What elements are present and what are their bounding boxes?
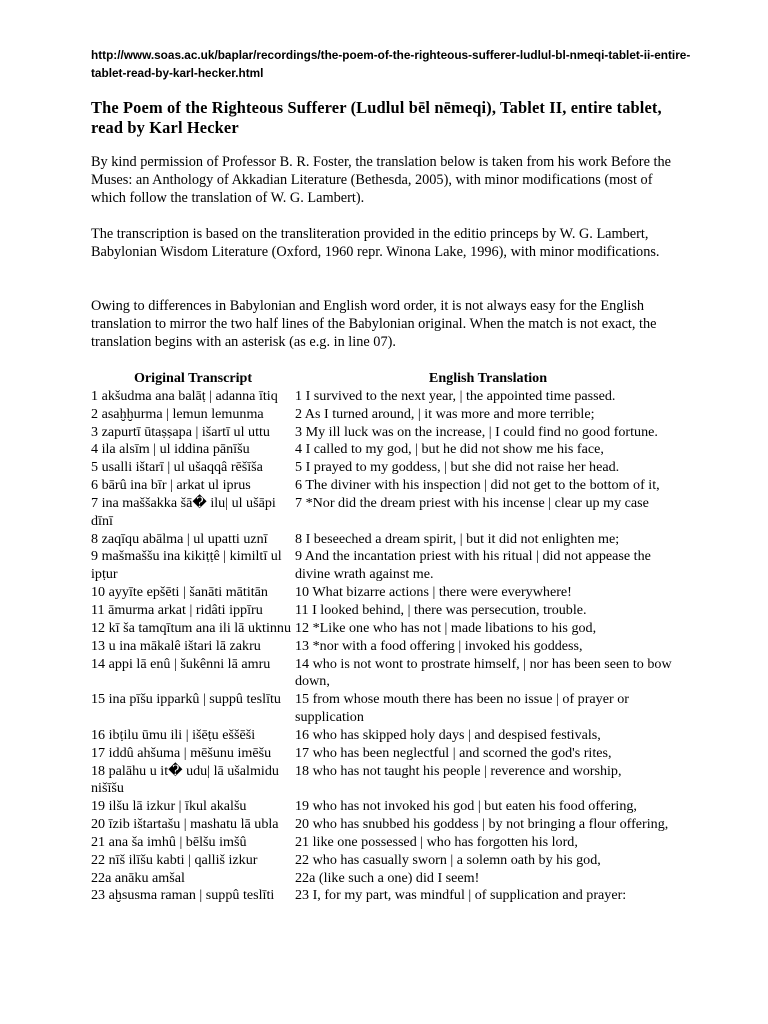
table-row [91, 495, 681, 531]
table-row [91, 406, 681, 424]
table-row [91, 477, 681, 495]
translation-cell: 7 *Nor did the dream priest with his incense | clear up my case [295, 494, 649, 511]
table-row [91, 424, 681, 442]
translation-cell: 12 *Like one who has not | made libations to his god, [295, 619, 597, 636]
transcript-cell: 13 u ina mākalê ištari lā zakru [91, 637, 261, 654]
table-row [91, 798, 681, 816]
table-row [91, 691, 681, 727]
table-row [91, 388, 681, 406]
transcript-cell: 3 zapurtī ūtaṣṣapa | išartī ul uttu [91, 423, 270, 440]
transcript-cell: 22a anāku amšal [91, 869, 185, 886]
table-row [91, 531, 681, 549]
table-row [91, 602, 681, 620]
transcript-cell: 18 palāhu u it� udu| lā ušalmidu nišīšu [91, 762, 279, 797]
translation-cell: 23 I, for my part, was mindful | of supplication and prayer: [295, 887, 627, 904]
transcript-cell: 21 ana ša imhû | bēlšu imšû [91, 833, 247, 850]
transcript-cell: 19 ilšu lā izkur | īkul akalšu [91, 798, 247, 815]
transcript-cell: 5 usalli ištarī | ul ušaqqâ rēšīša [91, 459, 263, 476]
word-order-paragraph: Owing to differences in Babylonian and English word order, it is not always easy for the English translation to mirror the two half lines of the Babylonian original. When the match is not exact, the translation begins with an asterisk (as e.g. in line 07). [91, 298, 657, 350]
table-row [91, 745, 681, 763]
transcript-cell: 9 mašmaššu ina kikiṭṭê | kimiltī ul ipṭur [91, 548, 282, 583]
table-row [91, 638, 681, 656]
translation-cell: 6 The diviner with his inspection | did not get to the bottom of it, [295, 477, 660, 494]
header-english-translation: English Translation [428, 370, 548, 386]
transcription-paragraph: The transcription is based on the transliteration provided in the editio princeps by W. G. Lambert, Babylonian Wisdom Literature (Oxford, 1960 repr. Winona Lake, 1996), with minor modifications. [91, 226, 660, 260]
table-row [91, 816, 681, 834]
table-row [91, 584, 681, 602]
translation-table [91, 370, 681, 905]
translation-cell: 18 who has not taught his people | reverence and worship, [295, 762, 622, 779]
translation-cell: 20 who has snubbed his goddess | by not bringing a flour offering, [295, 816, 669, 833]
transcript-cell: 7 ina maššakka šā� ilu| ul ušāpi dīnī [91, 494, 276, 529]
transcript-cell: 23 aḫsusma raman | suppû teslīti [91, 887, 275, 904]
transcript-cell: 10 ayyīte epšēti | šanāti mātitān [91, 584, 268, 601]
translation-cell: 22 who has casually sworn | a solemn oath by his god, [295, 851, 601, 868]
translation-cell: 9 And the incantation priest with his ritual | did not appease the divine wrath against me. [295, 548, 651, 583]
transcript-cell: 20 īzib ištartašu | mashatu lā ubla [91, 816, 279, 833]
table-row [91, 852, 681, 870]
transcript-cell: 11 āmurma arkat | ridâti ippīru [91, 601, 263, 618]
permission-paragraph: By kind permission of Professor B. R. Foster, the translation below is taken from his work Before the Muses: an Anthology of Akkadian Literature (Bethesda, 2005), with minor modifications (most of which follow the translation of W. G. Lambert). [91, 154, 671, 206]
table-row [91, 548, 681, 584]
translation-cell: 5 I prayed to my goddess, | but she did not raise her head. [295, 459, 620, 476]
table-row [91, 441, 681, 459]
table-row [91, 763, 681, 799]
translation-cell: 4 I called to my god, | but he did not show me his face, [295, 441, 604, 458]
translation-cell: 10 What bizarre actions | there were everywhere! [295, 584, 572, 601]
transcript-cell: 16 ibṭilu ūmu ili | išēṭu eššēši [91, 726, 256, 743]
translation-cell: 2 As I turned around, | it was more and more terrible; [295, 405, 595, 422]
table-row [91, 887, 681, 905]
translation-cell: 17 who has been neglectful | and scorned the god's rites, [295, 744, 612, 761]
transcript-cell: 2 asaḫḫurma | lemun lemunma [91, 405, 264, 422]
transcript-cell: 22 nīš ilīšu kabti | qalliš izkur [91, 851, 258, 868]
source-url[interactable]: http://www.soas.ac.uk/baplar/recordings/the-poem-of-the-righteous-sufferer-ludlul-bl-nmeqi-tablet-ii-entire-tablet-read-by-karl-hecker.html [91, 48, 691, 80]
transcript-cell: 6 bārû ina bīr | arkat ul iprus [91, 477, 251, 494]
translation-cell: 11 I looked behind, | there was persecution, trouble. [295, 601, 587, 618]
table-row [91, 727, 681, 745]
table-header [91, 370, 681, 388]
transcript-cell: 4 ila alsīm | ul iddina pānīšu [91, 441, 250, 458]
transcript-cell: 8 zaqīqu abālma | ul upatti uznī [91, 530, 268, 547]
transcript-cell: 15 ina pīšu ipparkû | suppû teslītu [91, 691, 281, 708]
header-original-transcript: Original Transcript [133, 370, 253, 386]
table-row [91, 459, 681, 477]
translation-cell: 14 who is not wont to prostrate himself, | nor has been seen to bow down, [295, 655, 672, 690]
translation-cell: 19 who has not invoked his god | but eaten his food offering, [295, 798, 637, 815]
translation-cell: 15 from whose mouth there has been no issue | of prayer or supplication [295, 691, 629, 726]
table-body [91, 388, 681, 905]
transcript-cell: 17 iddû ahšuma | mēšunu imēšu [91, 744, 272, 761]
table-row [91, 620, 681, 638]
translation-cell: 22a (like such a one) did I seem! [295, 869, 480, 886]
translation-cell: 16 who has skipped holy days | and despised festivals, [295, 726, 601, 743]
transcript-cell: 14 appi lā enû | šukênni lā amru [91, 655, 271, 672]
translation-cell: 8 I beseeched a dream spirit, | but it did not enlighten me; [295, 530, 620, 547]
table-row [91, 656, 681, 692]
transcript-cell: 1 akšudma ana balāṭ | adanna ītiq [91, 387, 278, 404]
table-row [91, 870, 681, 888]
transcript-cell: 12 kī ša tamqītum ana ili lā uktinnu [91, 619, 292, 636]
translation-cell: 21 like one possessed | who has forgotten his lord, [295, 833, 578, 850]
page-title: The Poem of the Righteous Sufferer (Ludlul bēl nēmeqi), Tablet II, entire tablet, read by Karl Hecker [91, 98, 662, 137]
translation-cell: 3 My ill luck was on the increase, | I could find no good fortune. [295, 423, 658, 440]
translation-cell: 13 *nor with a food offering | invoked his goddess, [295, 637, 583, 654]
table-row [91, 834, 681, 852]
translation-cell: 1 I survived to the next year, | the appointed time passed. [295, 387, 616, 404]
